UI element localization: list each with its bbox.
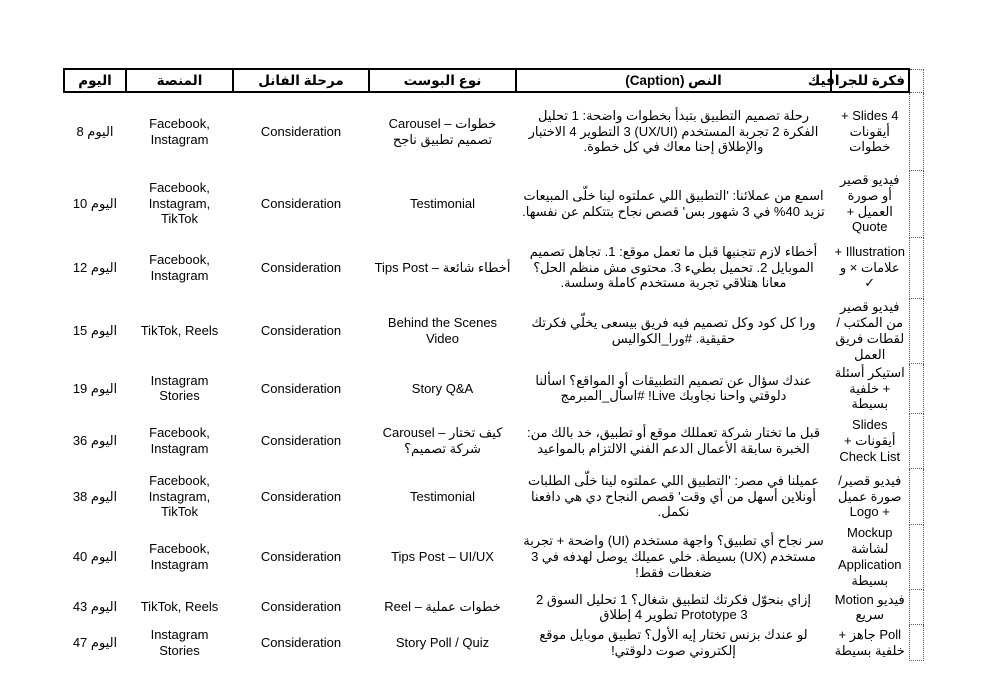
- day-cell: اليوم 12: [72, 259, 118, 275]
- header-post-type: نوع البوست: [369, 69, 516, 92]
- table-row: [64, 170, 923, 237]
- table-row: [64, 590, 923, 625]
- graphic-idea-cell: فيديو Motion سريع: [834, 591, 905, 623]
- graphic-idea-cell: فيديو قصير/صورة عميل + Logo: [838, 472, 902, 520]
- caption-cell: عندك سؤال عن تصميم التطبيقات أو المواقع؟ اسألنا دلوقتي واحنا نجاوبك Live! #اسأل_المبرمج: [535, 372, 812, 404]
- graphic-idea-cell: Mockup لشاشة Application بسيطة: [837, 525, 902, 589]
- table-row: [64, 363, 923, 413]
- spacer-cell: [909, 590, 923, 625]
- caption-cell: أخطاء لازم تتجنبها قبل ما تعمل موقع: 1. تجاهل تصميم الموبايل 2. تحميل بطيء 3. محتوى مش منظم الحل؟ معانا هتلاقي تجربة مستخدم كاملة وسلسة.: [529, 243, 818, 291]
- platform-cell: Facebook, Instagram, TikTok: [148, 472, 211, 520]
- spacer-cell: [909, 298, 923, 363]
- day-cell: اليوم 8: [76, 123, 114, 139]
- spacer-cell: [909, 468, 923, 524]
- header-caption: النص (Caption): [516, 69, 831, 92]
- spacer-cell: [909, 363, 923, 413]
- header-spacer: [909, 69, 923, 92]
- table-row: [64, 92, 923, 170]
- header-row: [64, 69, 923, 92]
- spacer-cell: [909, 170, 923, 237]
- day-cell: اليوم 40: [72, 549, 118, 565]
- funnel-stage-cell: Consideration: [260, 259, 342, 275]
- post-type-cell: Tips Post – UI/UX: [391, 549, 494, 565]
- funnel-stage-cell: Consideration: [260, 123, 342, 139]
- graphic-idea-cell: Slides أيقونات + Check List: [839, 417, 901, 464]
- day-cell: اليوم 47: [72, 634, 118, 650]
- day-cell: اليوم 10: [72, 195, 118, 211]
- spacer-cell: [909, 524, 923, 589]
- caption-cell: اسمع من عملائنا: 'التطبيق اللي عملتوه لينا خلّى المبيعات تزيد 40% في 3 شهور بس' قصص نجاح بتتكلم عن نفسها.: [522, 187, 825, 219]
- caption-cell: قبل ما تختار شركة تعمللك موقع أو تطبيق، خد بالك من: الخبرة سابقة الأعمال الدعم الفني الالتزام بالمواعيد: [526, 425, 821, 456]
- header-day: اليوم: [64, 69, 126, 92]
- day-cell: اليوم 43: [72, 599, 118, 615]
- post-type-cell: Behind the Scenes Video: [387, 314, 498, 346]
- platform-cell: TikTok, Reels: [140, 599, 219, 615]
- spacer-cell: [909, 92, 923, 170]
- platform-cell: TikTok, Reels: [140, 322, 219, 338]
- graphic-idea-cell: فيديو قصير أو صورة العميل + Quote: [840, 171, 900, 235]
- caption-cell: سر نجاح أي تطبيق؟ واجهة مستخدم (UI) واضحة + تجربة مستخدم (UX) بسيطة. خلي عميلك يوصل لهدفه في 3 ضغطات فقط!: [523, 533, 824, 581]
- caption-cell: لو عندك بزنس تختار إيه الأول؟ تطبيق موبايل موقع إلكتروني صوت دلوقتي!: [539, 627, 808, 658]
- header-graphic-idea: فكرة للجرافيك: [831, 69, 909, 92]
- platform-cell: Facebook, Instagram: [149, 541, 210, 573]
- funnel-stage-cell: Consideration: [260, 549, 342, 565]
- post-type-cell: Reel – خطوات عملية: [384, 599, 501, 615]
- day-cell: اليوم 36: [72, 433, 118, 448]
- day-cell: اليوم 38: [72, 488, 118, 504]
- table-row: [64, 298, 923, 363]
- funnel-stage-cell: Consideration: [260, 380, 342, 396]
- graphic-idea-cell: استيكر أسئلة + خلفية بسيطة: [834, 364, 905, 412]
- platform-cell: Instagram Stories: [150, 372, 209, 404]
- post-type-cell: Testimonial: [409, 488, 476, 504]
- platform-cell: Facebook, Instagram: [149, 251, 210, 283]
- platform-cell: Facebook, Instagram: [149, 115, 210, 147]
- funnel-stage-cell: Consideration: [260, 322, 342, 338]
- funnel-stage-cell: Consideration: [260, 488, 342, 504]
- funnel-stage-cell: Consideration: [260, 195, 342, 211]
- funnel-stage-cell: Consideration: [260, 634, 342, 650]
- table-row: [64, 524, 923, 589]
- post-type-cell: Story Q&A: [411, 380, 474, 396]
- graphic-idea-cell: Illustration + علامات × و ✓: [834, 243, 905, 291]
- platform-cell: Facebook, Instagram, TikTok: [148, 179, 211, 227]
- platform-cell: Facebook, Instagram: [149, 425, 210, 456]
- caption-cell: إزاي بنحوّل فكرتك لتطبيق شغال؟ 1 تحليل السوق 2 Prototype 3 تطوير 4 إطلاق: [535, 591, 812, 623]
- funnel-stage-cell: Consideration: [260, 599, 342, 615]
- post-type-cell: Testimonial: [409, 195, 476, 211]
- caption-cell: ورا كل كود وكل تصميم فيه فريق بيسعى يخلّي فكرتك حقيقية. #ورا_الكواليس: [531, 314, 816, 346]
- platform-cell: Instagram Stories: [150, 627, 209, 658]
- content-calendar-table: [63, 68, 924, 661]
- post-type-cell: Carousel – كيف تختار شركة تصميم؟: [382, 425, 503, 456]
- table-row: [64, 468, 923, 524]
- graphic-idea-cell: فيديو قصير من المكتب / لقطات فريق العمل: [835, 299, 905, 362]
- post-type-cell: Tips Post – أخطاء شائعة: [374, 259, 511, 275]
- day-cell: اليوم 19: [72, 380, 118, 396]
- funnel-stage-cell: Consideration: [260, 433, 342, 448]
- caption-cell: رحلة تصميم التطبيق بتبدأ بخطوات واضحة: 1 تحليل الفكرة 2 تجربة المستخدم (UX/UI) 3 التطوير 4 الاختبار والإطلاق إحنا معاك في كل خطوة.: [528, 107, 819, 155]
- spacer-cell: [909, 625, 923, 661]
- graphic-idea-cell: 4 Slides + أيقونات خطوات: [841, 107, 899, 155]
- header-platform: المنصة: [126, 69, 233, 92]
- post-type-cell: Story Poll / Quiz: [395, 634, 490, 650]
- spacer-cell: [909, 237, 923, 298]
- spacer-cell: [909, 413, 923, 468]
- graphic-idea-cell: Poll جاهز + خلفية بسيطة: [834, 627, 905, 658]
- table-row: [64, 625, 923, 661]
- day-cell: اليوم 15: [72, 322, 118, 338]
- post-type-cell: Carousel – خطوات تصميم تطبيق ناجح: [388, 115, 497, 147]
- table-row: [64, 413, 923, 468]
- header-funnel-stage: مرحلة الفانل: [233, 69, 369, 92]
- caption-cell: عميلنا في مصر: 'التطبيق اللي عملتوه لينا خلّى الطلبات أونلاين أسهل من أي وقت' قصص النجاح دي هي دافعنا نكمل.: [527, 472, 820, 520]
- table-row: [64, 237, 923, 298]
